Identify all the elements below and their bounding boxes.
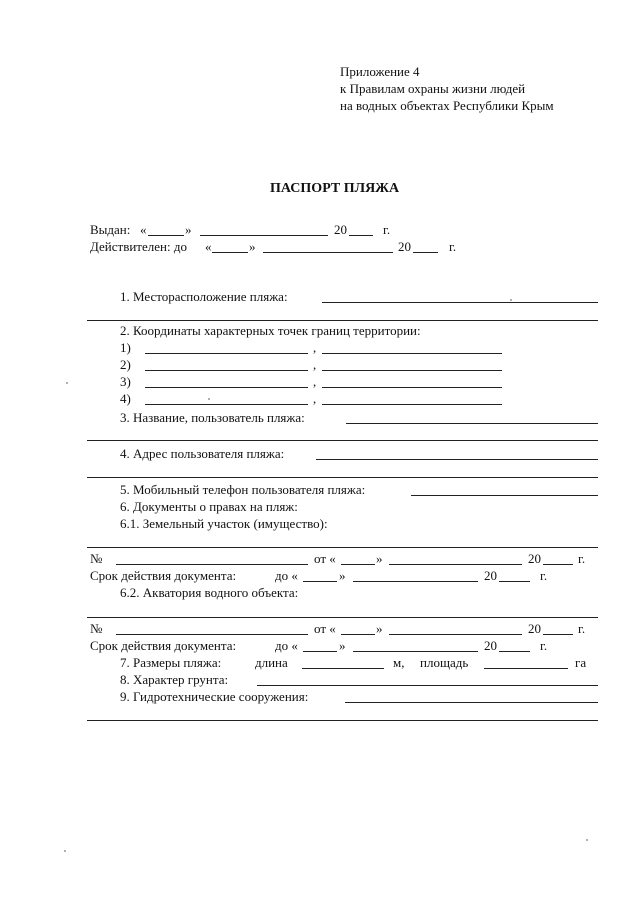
area-label: площадь xyxy=(420,655,469,670)
water-doc-year-suffix: г. xyxy=(578,621,586,636)
appendix-line-2: к Правилам охраны жизни людей xyxy=(340,81,526,96)
water-label: 6.2. Акватория водного объекта: xyxy=(120,585,299,600)
appendix-line-3: на водных объектах Республики Крым xyxy=(340,98,554,113)
water-validity-year-field[interactable] xyxy=(499,651,530,652)
land-validity-day-field[interactable] xyxy=(303,581,337,582)
land-validity-month-field[interactable] xyxy=(353,581,478,582)
issued-label: Выдан: xyxy=(90,222,131,237)
coord-1-separator: , xyxy=(313,340,317,355)
coord-number-3: 3) xyxy=(120,374,131,389)
water-validity-year-suffix: г. xyxy=(540,638,548,653)
water-doc-day-field[interactable] xyxy=(341,634,375,635)
scan-speck xyxy=(64,850,66,852)
issued-year-suffix: г. xyxy=(383,222,391,237)
coord-number-2: 2) xyxy=(120,357,131,372)
hydro-label: 9. Гидротехнические сооружения: xyxy=(120,689,309,704)
coord-2-field-b[interactable] xyxy=(322,370,502,371)
land-field[interactable] xyxy=(87,547,598,548)
location-label: 1. Месторасположение пляжа: xyxy=(120,289,288,304)
issued-year-prefix: 20 xyxy=(334,222,347,237)
issued-day-field[interactable] xyxy=(148,235,184,236)
address-label: 4. Адрес пользователя пляжа: xyxy=(120,446,285,461)
scan-speck xyxy=(510,299,512,301)
land-doc-month-field[interactable] xyxy=(389,564,522,565)
land-doc-close-quote: » xyxy=(376,551,383,566)
issued-close-quote: » xyxy=(185,222,192,237)
water-doc-year-prefix: 20 xyxy=(528,621,541,636)
land-doc-year-suffix: г. xyxy=(578,551,586,566)
coord-1-field-a[interactable] xyxy=(145,353,308,354)
coord-4-field-b[interactable] xyxy=(322,404,502,405)
location-field[interactable] xyxy=(322,302,598,303)
length-unit: м, xyxy=(393,655,405,670)
location-field-continued[interactable] xyxy=(87,320,598,321)
phone-field[interactable] xyxy=(411,495,598,496)
land-validity-year-prefix: 20 xyxy=(484,568,497,583)
coord-number-1: 1) xyxy=(120,340,131,355)
scan-speck xyxy=(208,398,210,400)
water-doc-number-sign: № xyxy=(90,621,103,636)
land-doc-year-prefix: 20 xyxy=(528,551,541,566)
coord-3-field-b[interactable] xyxy=(322,387,502,388)
land-validity-close-quote: » xyxy=(339,568,346,583)
area-unit: га xyxy=(575,655,587,670)
water-doc-month-field[interactable] xyxy=(389,634,522,635)
water-validity-label: Срок действия документа: xyxy=(90,638,237,653)
scan-speck xyxy=(66,382,68,384)
water-doc-number-field[interactable] xyxy=(116,634,308,635)
coord-2-separator: , xyxy=(313,357,317,372)
issued-month-field[interactable] xyxy=(200,235,328,236)
area-field[interactable] xyxy=(484,668,568,669)
coord-2-field-a[interactable] xyxy=(145,370,308,371)
coord-4-separator: , xyxy=(313,391,317,406)
appendix-line-1: Приложение 4 xyxy=(340,64,420,79)
water-validity-until: до « xyxy=(275,638,298,653)
valid-year-prefix: 20 xyxy=(398,239,411,254)
valid-close-quote: » xyxy=(249,239,256,254)
length-field[interactable] xyxy=(302,668,384,669)
water-field[interactable] xyxy=(87,617,598,618)
land-validity-until: до « xyxy=(275,568,298,583)
issued-year-field[interactable] xyxy=(349,235,373,236)
water-validity-day-field[interactable] xyxy=(303,651,337,652)
soil-field[interactable] xyxy=(257,685,598,686)
soil-label: 8. Характер грунта: xyxy=(120,672,229,687)
documents-label: 6. Документы о правах на пляж: xyxy=(120,499,298,514)
valid-label: Действителен: до xyxy=(90,239,187,254)
coord-number-4: 4) xyxy=(120,391,131,406)
hydro-field-continued[interactable] xyxy=(87,720,598,721)
name-user-label: 3. Название, пользователь пляжа: xyxy=(120,410,305,425)
water-doc-year-field[interactable] xyxy=(543,634,573,635)
scan-speck xyxy=(586,839,588,841)
water-validity-year-prefix: 20 xyxy=(484,638,497,653)
coord-3-field-a[interactable] xyxy=(145,387,308,388)
name-user-field-continued[interactable] xyxy=(87,440,598,441)
address-field-continued[interactable] xyxy=(87,477,598,478)
land-doc-year-field[interactable] xyxy=(543,564,573,565)
valid-year-field[interactable] xyxy=(413,252,438,253)
phone-label: 5. Мобильный телефон пользователя пляжа: xyxy=(120,482,366,497)
land-doc-day-field[interactable] xyxy=(341,564,375,565)
coord-3-separator: , xyxy=(313,374,317,389)
water-validity-month-field[interactable] xyxy=(353,651,478,652)
land-doc-number-field[interactable] xyxy=(116,564,308,565)
land-doc-number-sign: № xyxy=(90,551,103,566)
water-doc-from: от « xyxy=(314,621,336,636)
valid-open-quote: « xyxy=(205,239,212,254)
coord-1-field-b[interactable] xyxy=(322,353,502,354)
land-validity-label: Срок действия документа: xyxy=(90,568,237,583)
name-user-field[interactable] xyxy=(346,423,598,424)
valid-day-field[interactable] xyxy=(212,252,248,253)
land-label: 6.1. Земельный участок (имущество): xyxy=(120,516,328,531)
document-title: ПАСПОРТ ПЛЯЖА xyxy=(270,181,400,196)
valid-year-suffix: г. xyxy=(449,239,457,254)
land-validity-year-field[interactable] xyxy=(499,581,530,582)
coords-label: 2. Координаты характерных точек границ территории: xyxy=(120,323,421,338)
water-doc-close-quote: » xyxy=(376,621,383,636)
land-doc-from: от « xyxy=(314,551,336,566)
length-label: длина xyxy=(255,655,288,670)
address-field[interactable] xyxy=(316,459,598,460)
size-label: 7. Размеры пляжа: xyxy=(120,655,222,670)
land-validity-year-suffix: г. xyxy=(540,568,548,583)
hydro-field[interactable] xyxy=(345,702,598,703)
water-validity-close-quote: » xyxy=(339,638,346,653)
coord-4-field-a[interactable] xyxy=(145,404,308,405)
valid-month-field[interactable] xyxy=(263,252,393,253)
issued-open-quote: « xyxy=(140,222,147,237)
